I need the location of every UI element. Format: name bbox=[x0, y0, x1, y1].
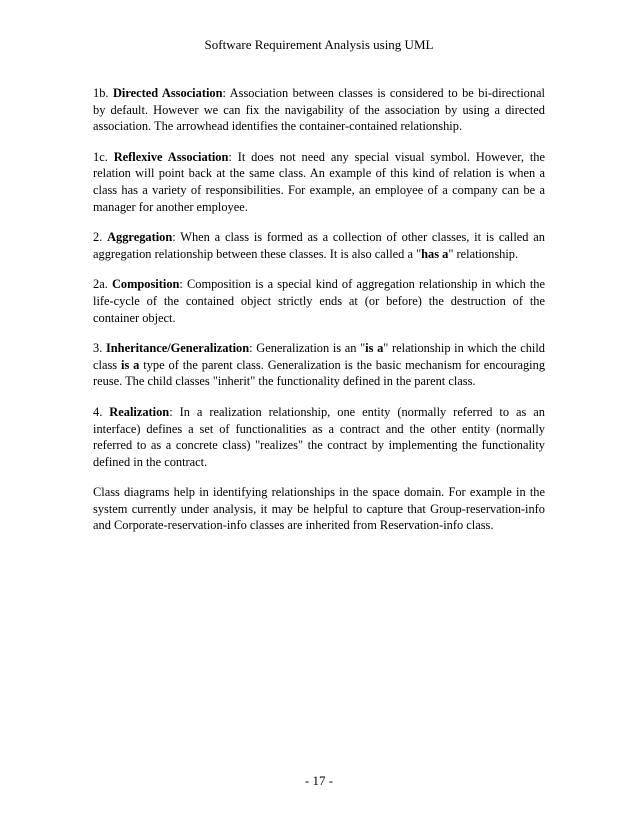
term-heading: Reflexive Association bbox=[113, 149, 229, 164]
paragraph-aggregation bbox=[93, 229, 545, 262]
paragraph-body: type of the parent class. Generalization is the basic mechanism for encouraging reuse. The child classes "inherit" the functionality defined in the parent class. bbox=[93, 357, 546, 389]
item-number: 1b. bbox=[93, 86, 109, 100]
paragraph-body: : Composition is a special kind of aggregation relationship in which the life-cycle of the contained object strictly ends at (or before) the destruction of the container object. bbox=[93, 277, 545, 325]
term-heading: Realization bbox=[109, 404, 170, 419]
paragraph-body: : It does not need any special visual symbol. However, the relation will point back at the same class. An example of this kind of relation is when a class has a variety of responsibilities. For example, an employee of a company can be a manager for another employee. bbox=[93, 149, 545, 214]
page-header: Software Requirement Analysis using UML bbox=[204, 37, 434, 52]
page-number: - 17 - bbox=[304, 773, 334, 788]
item-number: 2a. bbox=[93, 277, 108, 292]
paragraph-inheritance bbox=[93, 340, 545, 390]
paragraph-body: " relationship in which the child class bbox=[93, 341, 545, 372]
paragraph-body: " relationship. bbox=[448, 246, 519, 261]
item-number: 4. bbox=[93, 404, 103, 419]
term-heading: Inheritance/Generalization bbox=[105, 341, 250, 356]
item-number: 1c. bbox=[93, 149, 108, 164]
term-heading: Aggregation bbox=[107, 230, 173, 245]
paragraph-body: : In a realization relationship, one entity (normally referred to as an interface) defines a set of functionalities as a contract and the other entity (normally referred to as a concrete class) "realizes" the contract by implementing the functionality defined in the contract. bbox=[93, 404, 545, 469]
page-content bbox=[93, 85, 545, 548]
paragraph-body: : When a class is formed as a collection of other classes, it is called an aggregation relationship between these classes. It is also called a " bbox=[93, 230, 545, 261]
term-heading: Directed Association bbox=[112, 86, 223, 100]
paragraph-reflexive-association bbox=[93, 149, 545, 215]
paragraph-composition bbox=[93, 276, 545, 326]
item-number: 2. bbox=[93, 230, 103, 245]
emphasis-text: is a bbox=[365, 341, 384, 356]
paragraph-body: : Association between classes is considered to be bi-directional by default. However we can fix the navigability of the association by using a directed association. The arrowhead identifies the container-contained relationship. bbox=[93, 86, 545, 134]
paragraph-body: : Generalization is an " bbox=[249, 341, 366, 356]
emphasis-text: is a bbox=[121, 357, 140, 372]
paragraph-class-diagrams: Class diagrams help in identifying relationships in the space domain. For example in the system currently under analysis, it may be helpful to capture that Group-reservation-info and Corporate-reservation-info classes are inherited from Reservation-info class. bbox=[93, 485, 545, 533]
item-number: 3. bbox=[93, 341, 103, 356]
emphasis-text: has a bbox=[421, 246, 449, 261]
term-heading: Composition bbox=[111, 277, 180, 292]
paragraph-realization bbox=[93, 404, 545, 470]
paragraph-directed-association bbox=[93, 85, 545, 135]
